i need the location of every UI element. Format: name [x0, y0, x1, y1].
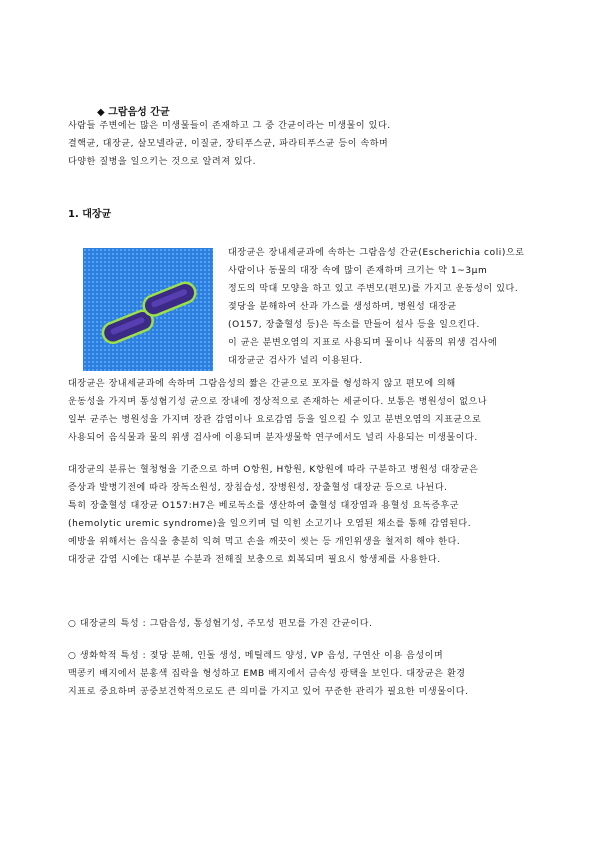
paragraph-line: 운동성을 가지며 통성혐기성 균으로 장내에 정상적으로 존재하는 세균이다. 보통은 병원성이 없으나	[68, 397, 488, 407]
paragraph-line: 증상과 발병기전에 따라 장독소원성, 장침습성, 장병원성, 장출혈성 대장균 등으로 나뉜다.	[68, 483, 448, 493]
paragraph-line: 일부 균주는 병원성을 가지며 장관 감염이나 요로감염 등을 일으킬 수 있고 분변오염의 지표균으로	[68, 415, 482, 425]
paragraph-line: 다양한 질병을 일으키는 것으로 알려져 있다.	[68, 157, 257, 167]
section-title-gram-negative: ◆ 그람음성 간균	[97, 107, 170, 118]
paragraph-line: 사람들 주변에는 많은 미생물들이 존재하고 그 중 간균이라는 미생물이 있다.	[68, 121, 391, 131]
paragraph-line: 정도의 막대 모양을 하고 있고 주변모(편모)를 가지고 운동성이 있다.	[228, 284, 519, 294]
paragraph-line: ○ 생화학적 특성 : 젖당 분해, 인돌 생성, 메틸레드 양성, VP 음성, 구연산 이용 음성이며	[68, 651, 444, 661]
paragraph-line: 사람이나 동물의 대장 속에 많이 존재하며 크기는 약 1~3μm	[228, 266, 488, 276]
paragraph-line: 결핵균, 대장균, 살모넬라균, 이질균, 장티푸스균, 파라티푸스균 등이 속하며	[68, 139, 389, 149]
paragraph-line: (O157, 장출혈성 등)은 독소를 만들어 설사 등을 일으킨다.	[228, 320, 480, 330]
paragraph-line: ○ 대장균의 특성 : 그람음성, 통성혐기성, 주모성 편모를 가진 간균이다.	[68, 619, 373, 629]
paragraph-line: 대장균군 검사가 널리 이용된다.	[228, 356, 363, 366]
paragraph-line: 예방을 위해서는 음식을 충분히 익혀 먹고 손을 깨끗이 씻는 등 개인위생을 철저히 해야 한다.	[68, 537, 461, 547]
paragraph-line: 젖당을 분해하여 산과 가스를 생성하며, 병원성 대장균	[228, 302, 457, 312]
paragraph-line: 이 균은 분변오염의 지표로 사용되며 물이나 식품의 위생 검사에	[228, 338, 498, 348]
paragraph-line: 대장균은 장내세균과에 속하는 그람음성 간균(Escherichia coli)으로	[228, 248, 525, 258]
paragraph-line: (hemolytic uremic syndrome)을 일으키며 덜 익힌 소고기나 오염된 채소를 통해 감염된다.	[68, 519, 472, 529]
paragraph-line: 대장균 감염 시에는 대부분 수분과 전해질 보충으로 회복되며 필요시 항생제를 사용한다.	[68, 555, 441, 565]
paragraph-line: 특히 장출혈성 대장균 O157:H7은 베로독소를 생산하여 출혈성 대장염과 용혈성 요독증후군	[68, 501, 460, 511]
section-title-ecoli: 1. 대장균	[68, 209, 112, 220]
bacteria-micrograph-image	[83, 248, 213, 371]
paragraph-line: 대장균은 장내세균과에 속하며 그람음성의 짧은 간균으로 포자를 형성하지 않고 편모에 의해	[68, 379, 456, 389]
paragraph-line: 맥콩키 배지에서 분홍색 집락을 형성하고 EMB 배지에서 금속성 광택을 보인다. 대장균은 환경	[68, 669, 466, 679]
paragraph-line: 지표로 중요하며 공중보건학적으로도 큰 의미를 가지고 있어 꾸준한 관리가 필요한 미생물이다.	[68, 687, 469, 697]
paragraph-line: 대장균의 분류는 혈청형을 기준으로 하며 O항원, H항원, K항원에 따라 구분하고 병원성 대장균은	[68, 465, 479, 475]
rod-bacteria-icon	[83, 248, 213, 371]
paragraph-line: 사용되어 음식물과 물의 위생 검사에 이용되며 분자생물학 연구에서도 널리 사용되는 미생물이다.	[68, 433, 478, 443]
